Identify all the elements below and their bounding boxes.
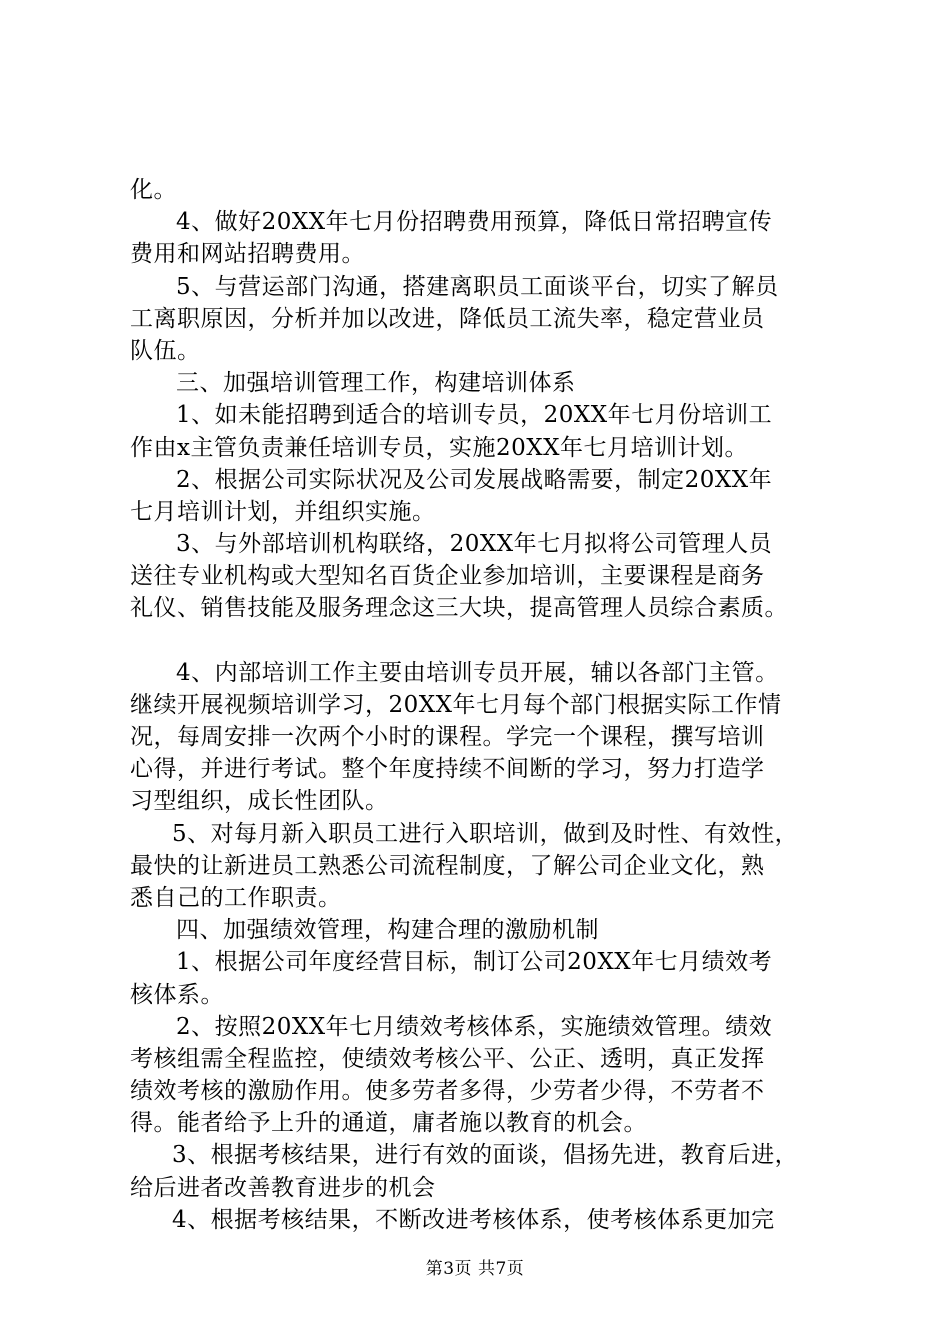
text-line: 工离职原因，分析并加以改进，降低员工流失率，稳定营业员: [130, 305, 765, 332]
text-line: 习型组织，成长性团队。: [130, 788, 389, 815]
text-line: 5、对每月新入职员工进行入职培训，做到及时性、有效性，: [172, 820, 799, 847]
document-body: [130, 174, 850, 1236]
text-line: 4、做好20XX年七月份招聘费用预算，降低日常招聘宣传: [176, 209, 773, 236]
text-line: 1、根据公司年度经营目标，制订公司20XX年七月绩效考: [176, 949, 773, 976]
text-line: 得。能者给予上升的通道，庸者施以教育的机会。: [130, 1110, 647, 1137]
paragraph-gap: [130, 625, 850, 657]
text-line: 2、按照20XX年七月绩效考核体系，实施绩效管理。绩效: [176, 1013, 773, 1040]
text-line: 作由x主管负责兼任培训专员，实施20XX年七月培训计划。: [130, 434, 748, 461]
text-line: 况，每周安排一次两个小时的课程。学完一个课程，撰写培训: [130, 724, 765, 750]
text-line: 1、如未能招聘到适合的培训专员，20XX年七月份培训工: [176, 402, 773, 429]
page-number-footer: 第3页 共7页: [425, 1259, 525, 1279]
text-line: 给后进者改善教育进步的机会: [130, 1174, 436, 1201]
text-line: 3、与外部培训机构联络，20XX年七月拟将公司管理人员: [176, 531, 773, 558]
text-line: 3、根据考核结果，进行有效的面谈，倡扬先进，教育后进，: [172, 1142, 799, 1169]
text-line: 核体系。: [130, 981, 224, 1008]
text-line: 费用和网站招聘费用。: [130, 241, 365, 268]
text-line: 4、内部培训工作主要由培训专员开展，辅以各部门主管。: [176, 659, 779, 686]
section-heading: 四、加强绩效管理，构建合理的激励机制: [176, 917, 599, 944]
text-line: 礼仪、销售技能及服务理念这三大块，提高管理人员综合素质。: [130, 595, 788, 622]
text-line: 绩效考核的激励作用。使多劳者多得，少劳者少得，不劳者不: [130, 1078, 765, 1105]
text-line: 心得，并进行考试。整个年度持续不间断的学习，努力打造学: [130, 756, 765, 783]
text-line: 2、根据公司实际状况及公司发展战略需要，制定20XX年: [176, 466, 773, 493]
text-line: 悉自己的工作职责。: [130, 884, 342, 911]
text-line: 最快的让新进员工熟悉公司流程制度，了解公司企业文化，熟: [130, 852, 765, 879]
text-line: 继续开展视频培训学习，20XX年七月每个部门根据实际工作情: [130, 691, 782, 718]
text-line: 队伍。: [130, 337, 201, 364]
text-line: 5、与营运部门沟通，搭建离职员工面谈平台，切实了解员: [176, 273, 779, 300]
text-line: 送往专业机构或大型知名百货企业参加培训，主要课程是商务: [130, 563, 765, 590]
text-line: 化。: [130, 177, 177, 203]
text-line: 4、根据考核结果，不断改进考核体系，使考核体系更加完: [172, 1206, 775, 1233]
section-heading: 三、加强培训管理工作，构建培训体系: [176, 370, 576, 397]
text-line: 七月培训计划，并组织实施。: [130, 498, 436, 525]
text-line: 考核组需全程监控，使绩效考核公平、公正、透明，真正发挥: [130, 1045, 765, 1072]
